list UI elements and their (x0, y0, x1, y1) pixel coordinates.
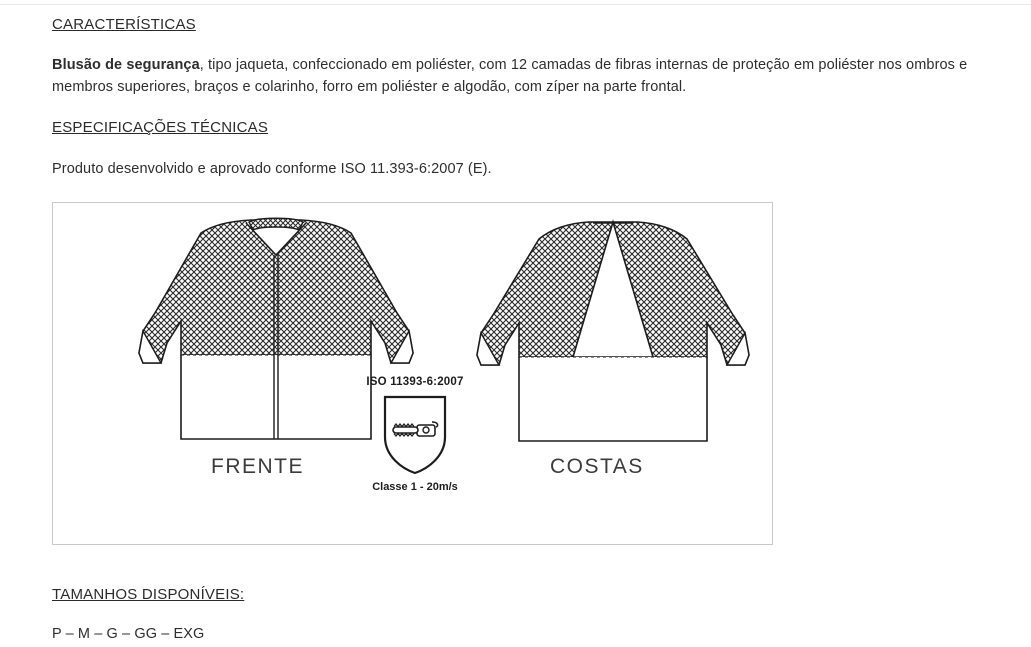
iso-compliance-note: Produto desenvolvido e aprovado conforme ISO 11.393-6:2007 (E). (52, 161, 492, 177)
certification-badge (357, 376, 473, 493)
page-top-divider (0, 0, 1031, 5)
jacket-back-view (477, 222, 749, 441)
figure-label-front: FRENTE (211, 455, 304, 478)
heading-available-sizes: TAMANHOS DISPONÍVEIS: (52, 586, 245, 603)
figure-label-back: COSTAS (550, 455, 644, 478)
chainsaw-shield-icon (381, 393, 449, 477)
product-description-rest: , tipo jaqueta, confeccionado em poliéster, com 12 camadas de fibras internas de proteção em poliéster nos ombros e membros superiores, braços e colarinho, forro em poliéster e algodão, com zíper na parte frontal. (52, 57, 968, 95)
badge-class-label: Classe 1 - 20m/s (372, 481, 458, 493)
document-content (52, 12, 1014, 645)
product-description-lead: Blusão de segurança (52, 57, 200, 73)
heading-technical-specs: ESPECIFICAÇÕES TÉCNICAS (52, 119, 269, 136)
product-technical-drawing (52, 202, 773, 545)
heading-characteristics: CARACTERÍSTICAS (52, 16, 196, 33)
badge-standard-label: ISO 11393-6:2007 (366, 376, 464, 388)
sizes-list: P – M – G – GG – EXG (52, 626, 205, 642)
product-description (52, 54, 1015, 98)
